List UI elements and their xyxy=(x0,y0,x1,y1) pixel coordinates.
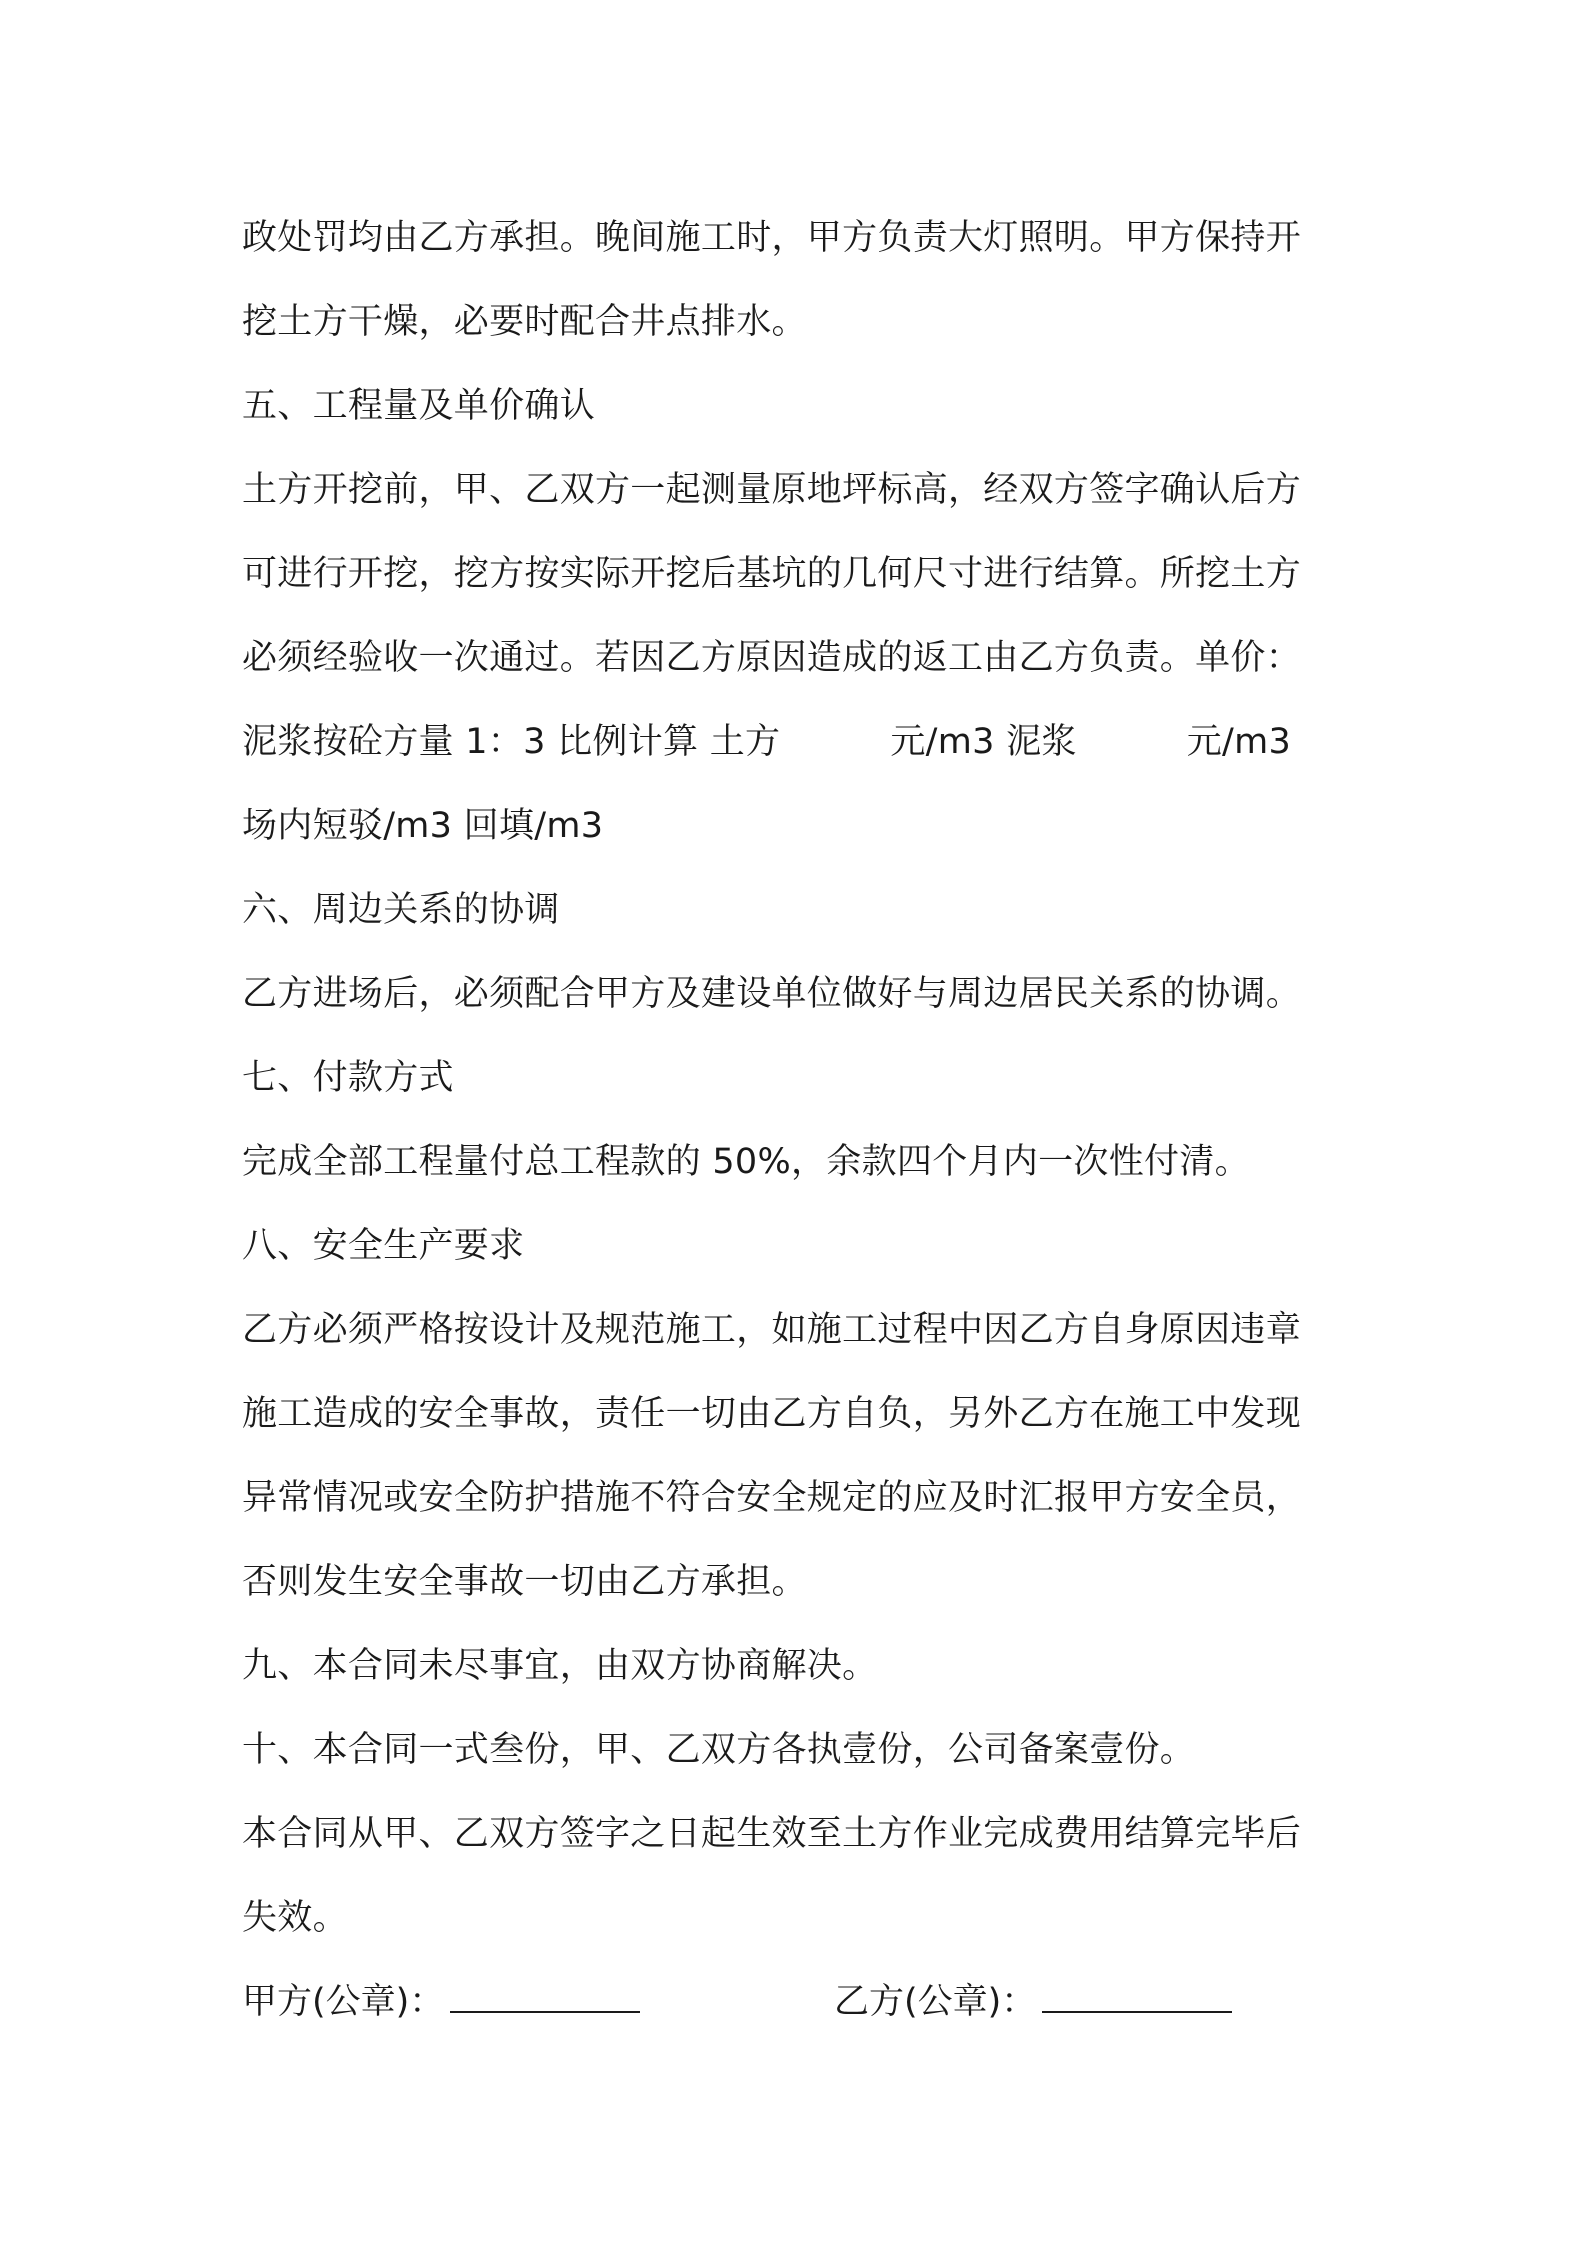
text-line: 挖土方干燥，必要时配合井点排水。 xyxy=(242,302,807,342)
section-heading: 五、工程量及单价确认 xyxy=(242,386,596,426)
price-text-1: 泥浆按砼方量 1：3 比例计算 土方 xyxy=(242,722,781,762)
text-line: 本合同从甲、乙双方签字之日起生效至土方作业完成费用结算完毕后 xyxy=(242,1814,1302,1854)
text-line: 土方开挖前，甲、乙双方一起测量原地坪标高，经双方签字确认后方 xyxy=(242,470,1302,510)
text-line: 乙方必须严格按设计及规范施工，如施工过程中因乙方自身原因违章 xyxy=(242,1310,1302,1350)
text-line: 否则发生安全事故一切由乙方承担。 xyxy=(242,1562,807,1602)
text-line: 乙方进场后，必须配合甲方及建设单位做好与周边居民关系的协调。 xyxy=(242,974,1302,1014)
party-a-label: 甲方(公章)： xyxy=(242,1982,445,2022)
text-line: 场内短驳/m3 回填/m3 xyxy=(242,806,604,846)
section-heading: 十、本合同一式叁份，甲、乙双方各执壹份，公司备案壹份。 xyxy=(242,1730,1196,1770)
signature-row xyxy=(242,1960,1352,2044)
party-a-signature xyxy=(242,1960,640,2044)
party-b-signature xyxy=(834,1960,1232,2044)
price-line xyxy=(242,700,1352,784)
text-line: 失效。 xyxy=(242,1898,348,1938)
text-line: 政处罚均由乙方承担。晚间施工时，甲方负责大灯照明。甲方保持开 xyxy=(242,218,1302,258)
section-heading: 六、周边关系的协调 xyxy=(242,890,560,930)
section-heading: 九、本合同未尽事宜，由双方协商解决。 xyxy=(242,1646,878,1686)
text-line: 异常情况或安全防护措施不符合安全规定的应及时汇报甲方安全员， xyxy=(242,1478,1302,1518)
party-a-signature-line[interactable] xyxy=(450,1983,640,2013)
party-b-signature-line[interactable] xyxy=(1042,1983,1232,2013)
party-b-label: 乙方(公章)： xyxy=(834,1982,1037,2022)
price-text-2: 元/m3 泥浆 xyxy=(890,722,1077,762)
price-text-3: 元/m3 xyxy=(1186,722,1292,762)
text-line: 可进行开挖，挖方按实际开挖后基坑的几何尺寸进行结算。所挖土方 xyxy=(242,554,1302,594)
text-line: 完成全部工程量付总工程款的 50%，余款四个月内一次性付清。 xyxy=(242,1142,1250,1182)
section-heading: 八、安全生产要求 xyxy=(242,1226,525,1266)
section-heading: 七、付款方式 xyxy=(242,1058,454,1098)
contract-page xyxy=(242,196,1352,2044)
text-line: 必须经验收一次通过。若因乙方原因造成的返工由乙方负责。单价： xyxy=(242,638,1302,678)
text-line: 施工造成的安全事故，责任一切由乙方自负，另外乙方在施工中发现 xyxy=(242,1394,1302,1434)
